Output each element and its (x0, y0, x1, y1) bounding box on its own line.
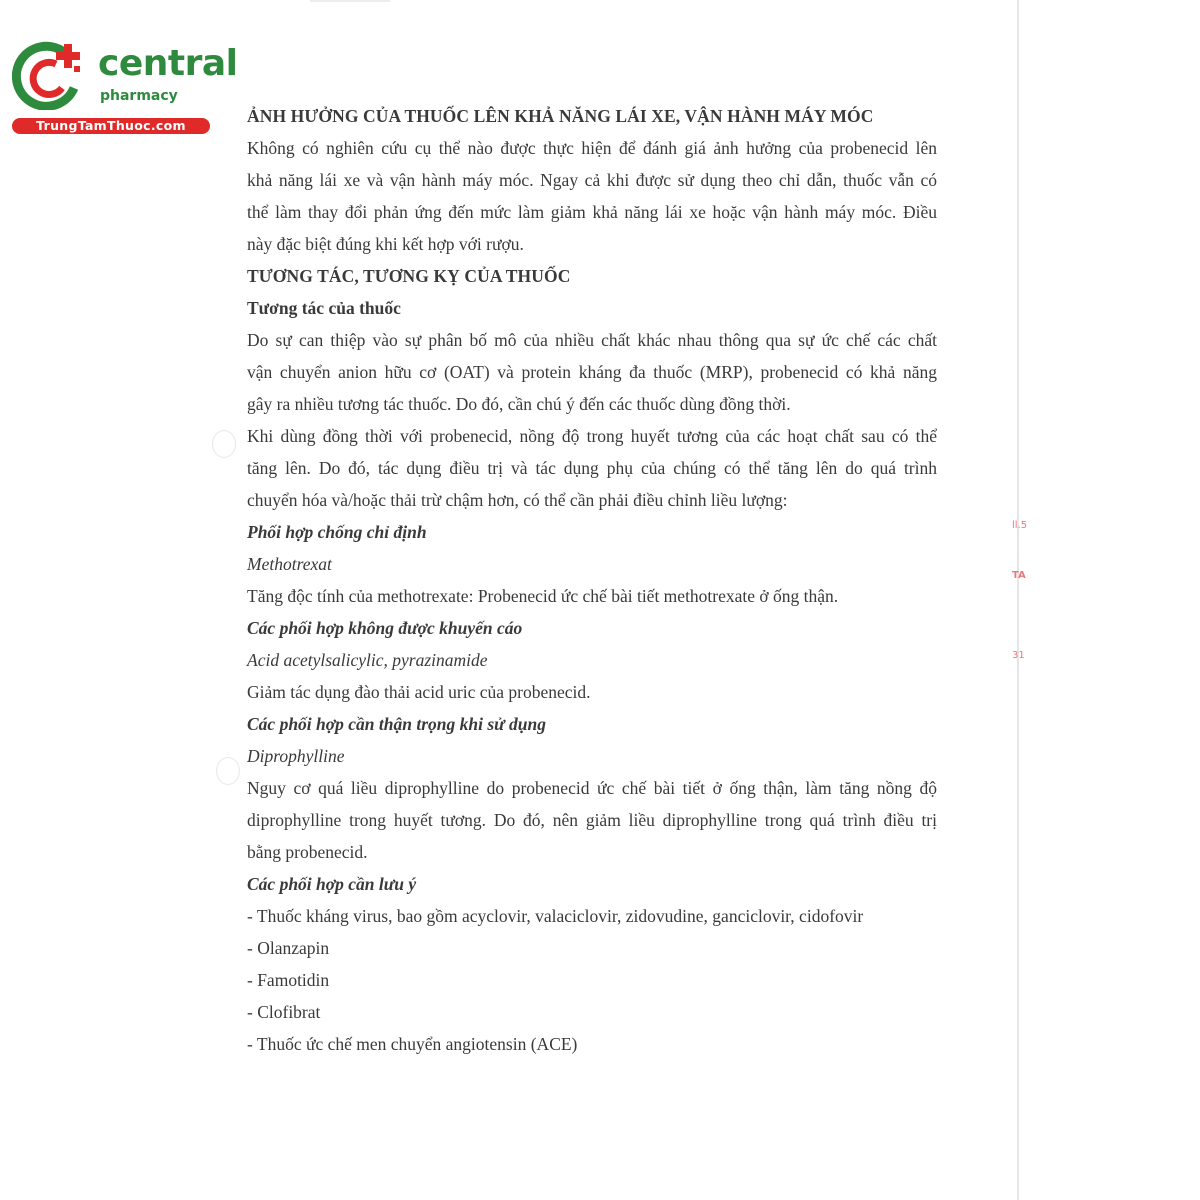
logo-brand-text: central (98, 43, 238, 84)
pharmacy-cross-logo-icon (12, 40, 84, 110)
list-item: - Olanzapin (247, 938, 330, 958)
list-item: - Clofibrat (247, 1002, 321, 1022)
paragraph-line: vận chuyển anion hữu cơ (OAT) và protein kháng đa thuốc (MRP), probenecid có khả năng (247, 362, 937, 382)
paragraph-line: Không có nghiên cứu cụ thể nào được thực hiện để đánh giá ảnh hưởng của probenecid lên (247, 138, 937, 158)
punch-hole-mark (212, 430, 236, 458)
section-heading-driving: ẢNH HƯỞNG CỦA THUỐC LÊN KHẢ NĂNG LÁI XE, VẬN HÀNH MÁY MÓC (247, 106, 874, 126)
subheading-contraindicated: Phối hợp chống chỉ định (247, 522, 427, 542)
stamp-mark: TA (1012, 570, 1026, 581)
subheading-caution: Các phối hợp cần thận trọng khi sử dụng (247, 714, 546, 734)
drug-name: Acid acetylsalicylic, pyrazinamide (247, 650, 488, 670)
list-item: - Thuốc ức chế men chuyển angiotensin (ACE) (247, 1034, 578, 1054)
list-item: - Famotidin (247, 970, 330, 990)
paragraph-line: Tăng độc tính của methotrexate: Probenecid ức chế bài tiết methotrexate ở ống thận. (247, 586, 839, 606)
paragraph-line: khả năng lái xe và vận hành máy móc. Ngay cả khi được sử dụng theo chỉ dẫn, thuốc vẫn có (247, 170, 937, 190)
paragraph-line: tăng lên. Do đó, tác dụng điều trị và tác dụng phụ của chúng có thể tăng lên do quá trình (247, 458, 937, 478)
paragraph-line: diprophylline trong huyết tương. Do đó, nên giảm liều diprophylline trong quá trình điều trị (247, 810, 937, 830)
paragraph-line: thể làm thay đổi phản ứng đến mức làm giảm khả năng lái xe hoặc vận hành máy móc. Điều (247, 202, 937, 222)
punch-hole-mark (216, 757, 240, 785)
drug-name: Methotrexat (247, 554, 332, 574)
subheading-not-recommended: Các phối hợp không được khuyến cáo (247, 618, 523, 638)
central-pharmacy-logo (10, 38, 238, 138)
stamp-mark: ll.5 (1012, 520, 1028, 531)
document-body (247, 100, 937, 1060)
paragraph-line: Do sự can thiệp vào sự phân bố mô của nhiều chất khác nhau thông qua sự ức chế các chất (247, 330, 937, 350)
paragraph-line: Nguy cơ quá liều diprophylline do probenecid ức chế bài tiết ở ống thận, làm tăng nồng độ (247, 778, 937, 798)
paragraph-line: chuyển hóa và/hoặc thải trừ chậm hơn, có thể cần phải điều chỉnh liều lượng: (247, 490, 788, 510)
margin-stamp-marks (1010, 520, 1030, 680)
drug-name: Diprophylline (247, 746, 345, 766)
paragraph-line: Giảm tác dụng đào thải acid uric của probenecid. (247, 682, 591, 702)
scan-edge-top (310, 0, 390, 2)
section-heading-interactions: TƯƠNG TÁC, TƯƠNG KỴ CỦA THUỐC (247, 266, 571, 286)
subheading-note: Các phối hợp cần lưu ý (247, 874, 417, 894)
subheading-drug-interactions: Tương tác của thuốc (247, 298, 401, 318)
logo-sub-text: pharmacy (100, 88, 178, 104)
paragraph-line: gây ra nhiều tương tác thuốc. Do đó, cần chú ý đến các thuốc dùng đồng thời. (247, 394, 791, 414)
paragraph-line: này đặc biệt đúng khi kết hợp với rượu. (247, 234, 524, 254)
logo-website-banner: TrungTamThuoc.com (12, 118, 210, 134)
paragraph-line: bằng probenecid. (247, 842, 368, 862)
stamp-mark: 31 (1012, 650, 1025, 661)
list-item: - Thuốc kháng virus, bao gồm acyclovir, valaciclovir, zidovudine, ganciclovir, cidofovir (247, 906, 864, 926)
paragraph-line: Khi dùng đồng thời với probenecid, nồng độ trong huyết tương của các hoạt chất sau có thể (247, 426, 937, 446)
